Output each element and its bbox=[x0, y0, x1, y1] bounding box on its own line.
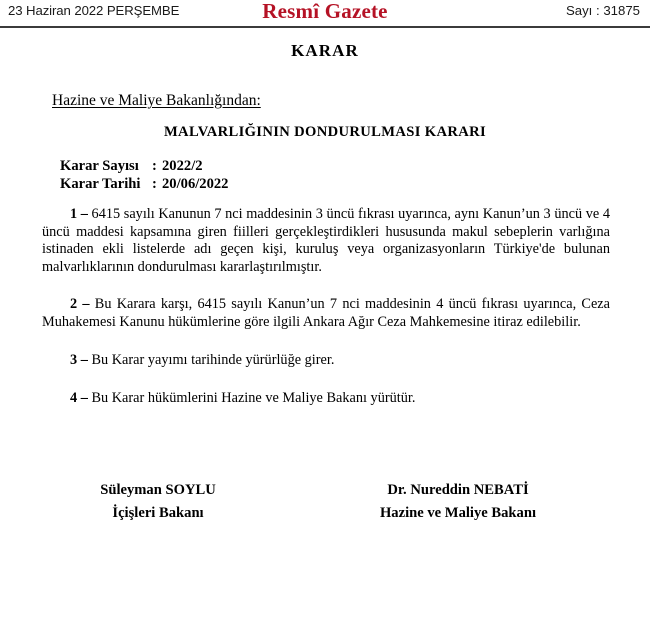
article-text: Bu Karara karşı, 6415 sayılı Kanun’un 7 nci maddesinin 4 üncü fıkrası uyarınca, Ceza Muhakemesi Kanunu hükümlerine göre ilgili Ankara Ağır Ceza Mahkemesine itiraz edilebilir. bbox=[42, 296, 610, 330]
article-paragraph bbox=[42, 390, 610, 408]
article-text: 6415 sayılı Kanunun 7 nci maddesinin 3 üncü fıkrası uyarınca, aynı Kanun’un 3 üncü ve 4 üncü maddesi kapsamına giren fiilleri gerçekleştirdikleri hususunda makul sebeplerin varlığına istinaden ekli listelerde adı geçen kişi, kuruluş veya organizasyonların Türkiye'de bulunan malvarlıklarının dondurulması kararlaştırılmıştır. bbox=[42, 206, 610, 275]
article-paragraph bbox=[42, 206, 610, 276]
decision-date-separator: : bbox=[152, 176, 157, 192]
publication-date: 23 Haziran 2022 PERŞEMBE bbox=[8, 3, 180, 18]
decision-number-row bbox=[60, 157, 228, 175]
signature-left bbox=[8, 479, 308, 525]
article-number: 2 – bbox=[70, 296, 95, 313]
decision-date-value: 20/06/2022 bbox=[162, 176, 229, 192]
decision-title: MALVARLIĞININ DONDURULMASI KARARI bbox=[163, 124, 487, 140]
article-text: Bu Karar hükümlerini Hazine ve Maliye Bakanı yürütür. bbox=[91, 390, 416, 407]
decision-meta bbox=[60, 157, 228, 193]
masthead bbox=[0, 0, 650, 26]
decision-number-label: Karar Sayısı bbox=[60, 158, 139, 174]
gazette-title: Resmî Gazete bbox=[262, 0, 388, 23]
article-paragraph bbox=[42, 296, 610, 331]
article-number: 1 – bbox=[70, 206, 92, 222]
decision-number-value: 2022/2 bbox=[162, 158, 203, 174]
article-number: 4 – bbox=[70, 390, 92, 407]
decision-date-row bbox=[60, 175, 228, 193]
signature-right bbox=[308, 479, 608, 525]
article-number: 3 – bbox=[70, 351, 92, 368]
signatory-role: Hazine ve Maliye Bakanı bbox=[379, 505, 537, 521]
signatory-role: İçişleri Bakanı bbox=[112, 505, 204, 521]
decision-body bbox=[42, 206, 610, 408]
section-heading-karar: KARAR bbox=[291, 41, 359, 60]
masthead-divider bbox=[0, 26, 650, 28]
signatory-name: Süleyman SOYLU bbox=[100, 482, 216, 498]
signatory-name: Dr. Nureddin NEBATİ bbox=[387, 482, 529, 498]
issue-number: Sayı : 31875 bbox=[565, 3, 640, 18]
decision-number-separator: : bbox=[152, 158, 157, 174]
article-text: Bu Karar yayımı tarihinde yürürlüğe girer. bbox=[91, 351, 335, 368]
signature-block bbox=[0, 479, 650, 525]
issuing-authority: Hazine ve Maliye Bakanlığından: bbox=[52, 92, 261, 109]
article-paragraph bbox=[42, 352, 610, 370]
decision-date-label: Karar Tarihi bbox=[60, 176, 141, 192]
